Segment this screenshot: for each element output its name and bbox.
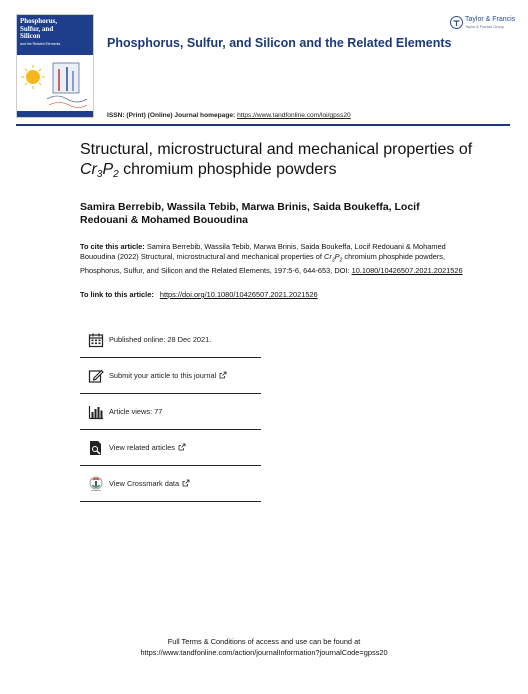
cover-illustration bbox=[17, 55, 93, 115]
crossmark-text: View Crossmark data bbox=[109, 479, 180, 488]
formula-element: Cr bbox=[324, 251, 332, 261]
formula-subscript: 2 bbox=[113, 169, 119, 180]
published-online-label: Published online: 28 Dec 2021. bbox=[109, 335, 212, 344]
publisher-tagline: Taylor & Francis Group bbox=[465, 25, 504, 29]
article-link-label: To link to this article: bbox=[80, 290, 154, 299]
journal-cover-thumbnail bbox=[16, 14, 94, 118]
submit-article-link[interactable] bbox=[109, 371, 227, 380]
cover-footer-band bbox=[17, 111, 93, 117]
bar-chart-icon bbox=[88, 404, 104, 420]
search-document-icon bbox=[88, 440, 104, 456]
external-link-icon bbox=[182, 479, 190, 487]
cover-subtitle: and the Related Elements bbox=[20, 41, 61, 46]
article-title bbox=[80, 140, 500, 180]
related-articles-text: View related articles bbox=[109, 443, 175, 452]
formula-subscript: 3 bbox=[331, 257, 335, 264]
edit-icon bbox=[88, 368, 104, 384]
journal-name[interactable]: Phosphorus, Sulfur, and Silicon and the Related Elements bbox=[107, 36, 452, 50]
header-divider bbox=[16, 124, 510, 126]
footer-terms-text: Full Terms & Conditions of access and use can be found at bbox=[167, 637, 361, 646]
publisher-logo[interactable] bbox=[450, 14, 520, 34]
citation-label: To cite this article: bbox=[80, 242, 145, 251]
published-online-row bbox=[80, 322, 261, 358]
article-doi-url[interactable]: https://doi.org/10.1080/10426507.2021.2021526 bbox=[159, 290, 318, 299]
citation-block bbox=[80, 242, 480, 275]
doi-link[interactable]: 10.1080/10426507.2021.2021526 bbox=[351, 265, 463, 275]
formula-element: P bbox=[334, 251, 340, 261]
article-link-line bbox=[80, 290, 318, 299]
issn-homepage-line bbox=[107, 112, 351, 119]
external-link-icon bbox=[178, 443, 186, 451]
chemical-formula bbox=[80, 161, 119, 178]
cover-title-line: Sulfur, and bbox=[20, 24, 54, 33]
crossmark-link[interactable] bbox=[109, 479, 190, 488]
journal-homepage-link[interactable]: https://www.tandfonline.com/loi/gpss20 bbox=[237, 112, 351, 119]
issn-label: ISSN: (Print) (Online) Journal homepage: bbox=[107, 112, 236, 119]
formula-element: Cr bbox=[80, 161, 97, 178]
cover-title-line: Phosphorus, bbox=[20, 17, 58, 25]
footer-terms-url[interactable]: https://www.tandfonline.com/action/journalInformation?journalCode=gpss20 bbox=[140, 648, 388, 657]
calendar-icon bbox=[88, 332, 104, 348]
related-articles-link[interactable] bbox=[109, 443, 186, 452]
title-text: Structural, microstructural and mechanical properties of bbox=[80, 141, 473, 158]
submit-article-text: Submit your article to this journal bbox=[109, 371, 217, 380]
external-link-icon bbox=[219, 371, 227, 379]
article-views-row bbox=[80, 394, 261, 430]
taylor-francis-logo-icon bbox=[450, 16, 463, 29]
citation-formula bbox=[324, 251, 343, 264]
article-views-label: Article views: 77 bbox=[109, 407, 163, 416]
publisher-name: Taylor & Francis bbox=[465, 16, 516, 23]
crossmark-row[interactable] bbox=[80, 466, 261, 502]
citation-text: chromium phosphide powders, Phosphorus, Sulfur, and Silicon and the Related Elements, 197:5-6, 644-653, DOI: bbox=[80, 251, 446, 275]
article-info-list bbox=[80, 322, 261, 502]
cover-title bbox=[20, 18, 90, 41]
cover-banner bbox=[17, 15, 93, 55]
author-list: Samira Berrebib, Wassila Tebib, Marwa Brinis, Saida Boukeffa, Locif Redouani & Mohamed Bououdina bbox=[80, 201, 420, 226]
submit-article-row[interactable] bbox=[80, 358, 261, 394]
formula-subscript: 3 bbox=[96, 169, 103, 180]
title-text: chromium phosphide powders bbox=[118, 161, 337, 178]
formula-element: P bbox=[102, 161, 114, 178]
crossmark-icon bbox=[88, 476, 104, 492]
related-articles-row[interactable] bbox=[80, 430, 261, 466]
cover-title-line: Silicon bbox=[20, 32, 41, 40]
formula-subscript: 2 bbox=[339, 257, 343, 264]
citation-text: Samira Berrebib, Wassila Tebib, Marwa Brinis, Saida Boukeffa, Locif Redouani & Mohamed Bououdina (2022) Structural, microstructural and mechanical properties of bbox=[80, 242, 446, 261]
